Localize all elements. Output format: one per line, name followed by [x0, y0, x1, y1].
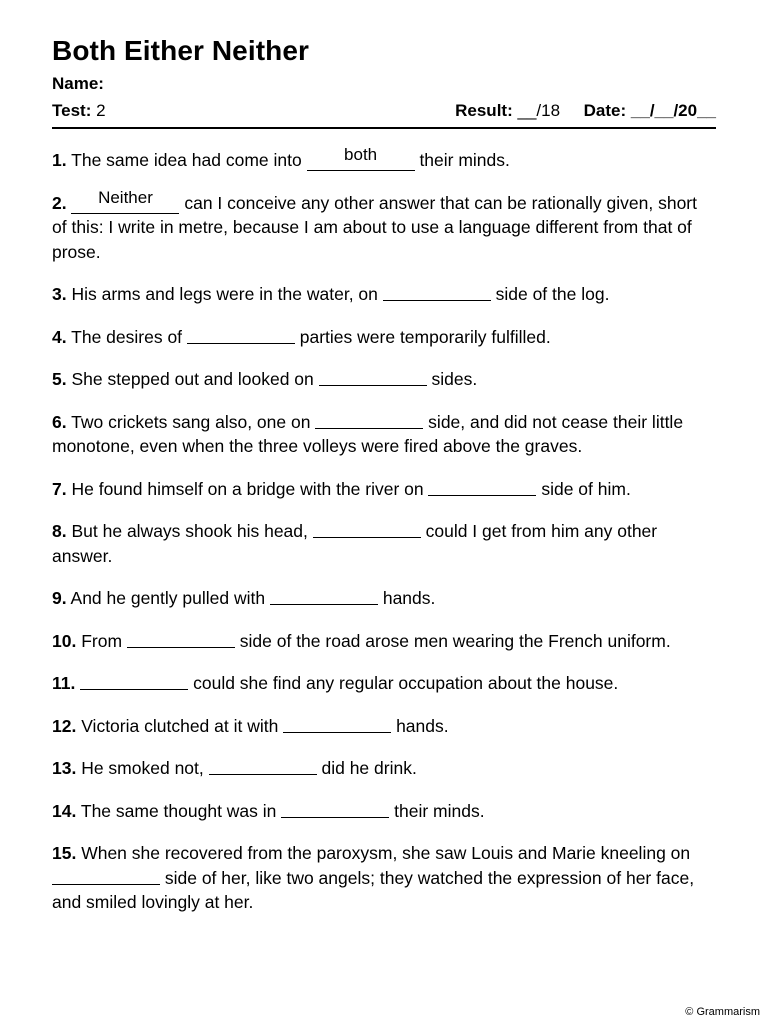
answer-blank[interactable] — [270, 587, 378, 605]
question-text-after: could she find any regular occupation about the house. — [188, 673, 619, 693]
question-text-after: side of the log. — [490, 284, 610, 304]
question-item — [52, 477, 716, 502]
answer-blank[interactable] — [209, 757, 317, 775]
question-text-before: He found himself on a bridge with the river on — [71, 478, 429, 499]
copyright-footer: © Grammarism — [685, 1006, 760, 1018]
question-item — [52, 325, 716, 350]
question-number: 1. — [52, 150, 67, 170]
question-text-after: parties were temporarily fulfilled. — [294, 326, 551, 347]
question-number: 12. — [52, 715, 77, 736]
answer-blank[interactable] — [281, 800, 389, 818]
answer-blank[interactable] — [80, 672, 188, 690]
question-number: 11. — [52, 673, 76, 693]
question-text-before: And he gently pulled with — [70, 588, 270, 608]
question-number: 5. — [52, 369, 67, 389]
question-text-after: can I conceive any other answer that can be rationally given, short of this: I write in metre, because I am about to use a language different from that of prose. — [52, 192, 697, 262]
question-text-before: Victoria clutched at it with — [81, 715, 284, 736]
answer-blank[interactable] — [307, 145, 415, 171]
test-info — [52, 100, 106, 122]
question-text-after: their minds. — [414, 150, 510, 170]
question-item — [52, 841, 716, 915]
question-text-before: But he always shook his head, — [71, 521, 313, 541]
question-text-after: did he drink. — [316, 758, 417, 778]
question-number: 14. — [52, 800, 77, 821]
question-text-after: side of the road arose men wearing the French uniform. — [234, 630, 671, 651]
question-item — [52, 187, 716, 265]
test-value: 2 — [96, 101, 106, 120]
question-item — [52, 367, 716, 392]
question-text-before: She stepped out and looked on — [71, 369, 319, 389]
answer-blank[interactable] — [313, 520, 421, 538]
question-item — [52, 282, 716, 307]
meta-row — [52, 100, 716, 122]
question-text-after: side of him. — [536, 478, 631, 499]
question-text-after: hands. — [377, 588, 436, 608]
question-text-after: side of her, like two angels; they watched the expression of her face, and smiled lovingly at her. — [52, 867, 695, 912]
question-text-before: He smoked not, — [81, 758, 209, 778]
answer-blank[interactable] — [283, 715, 391, 733]
question-text-after: sides. — [426, 369, 478, 389]
question-item — [52, 629, 716, 654]
answer-blank[interactable] — [127, 630, 235, 648]
question-text-before: The desires of — [71, 326, 187, 347]
result-value: __/18 — [517, 101, 561, 120]
question-number: 4. — [52, 326, 67, 347]
question-number: 8. — [52, 521, 67, 541]
answer-text: Neither — [98, 187, 153, 207]
answer-blank[interactable] — [428, 478, 536, 496]
question-text-before: The same thought was in — [80, 800, 282, 821]
question-text-after: their minds. — [389, 800, 485, 821]
question-text-before: Two crickets sang also, one on — [71, 411, 316, 432]
question-item — [52, 756, 716, 781]
question-number: 3. — [52, 284, 67, 304]
question-text-before: From — [81, 630, 127, 651]
question-number: 6. — [52, 411, 67, 432]
question-item — [52, 799, 716, 824]
question-text-after: hands. — [391, 715, 449, 736]
result-date-info — [455, 100, 716, 122]
answer-blank[interactable] — [319, 368, 427, 386]
page-title: Both Either Neither — [52, 35, 310, 66]
question-text-before: The same idea had come into — [71, 150, 307, 170]
question-text-after: could I get from him any other answer. — [52, 521, 658, 566]
question-item — [52, 519, 716, 568]
question-number: 10. — [52, 630, 77, 651]
name-field-label: Name: — [52, 74, 104, 93]
question-number: 9. — [52, 588, 67, 608]
test-label: Test: — [52, 101, 92, 120]
question-list — [52, 145, 716, 933]
question-text-before: When she recovered from the paroxysm, she saw Louis and Marie kneeling on — [81, 843, 691, 863]
answer-blank[interactable] — [187, 326, 295, 344]
question-item — [52, 145, 716, 173]
question-item — [52, 586, 716, 611]
answer-blank[interactable] — [52, 867, 160, 885]
question-number: 2. — [52, 192, 67, 213]
date-label: Date: — [583, 101, 627, 120]
question-item — [52, 714, 716, 739]
answer-text: both — [344, 145, 378, 164]
question-number: 7. — [52, 478, 67, 499]
answer-blank[interactable] — [71, 187, 179, 214]
question-number: 15. — [52, 843, 77, 863]
question-text-after: side, and did not cease their little monotone, even when the three volleys were fired above the graves. — [52, 411, 684, 456]
header-divider — [52, 127, 716, 129]
question-item — [52, 410, 716, 459]
question-item — [52, 671, 716, 696]
answer-blank[interactable] — [315, 411, 423, 429]
answer-blank[interactable] — [383, 283, 491, 301]
question-text-before: His arms and legs were in the water, on — [71, 284, 383, 304]
result-label: Result: — [455, 101, 513, 120]
question-number: 13. — [52, 758, 77, 778]
date-value: __/__/20__ — [630, 101, 716, 120]
